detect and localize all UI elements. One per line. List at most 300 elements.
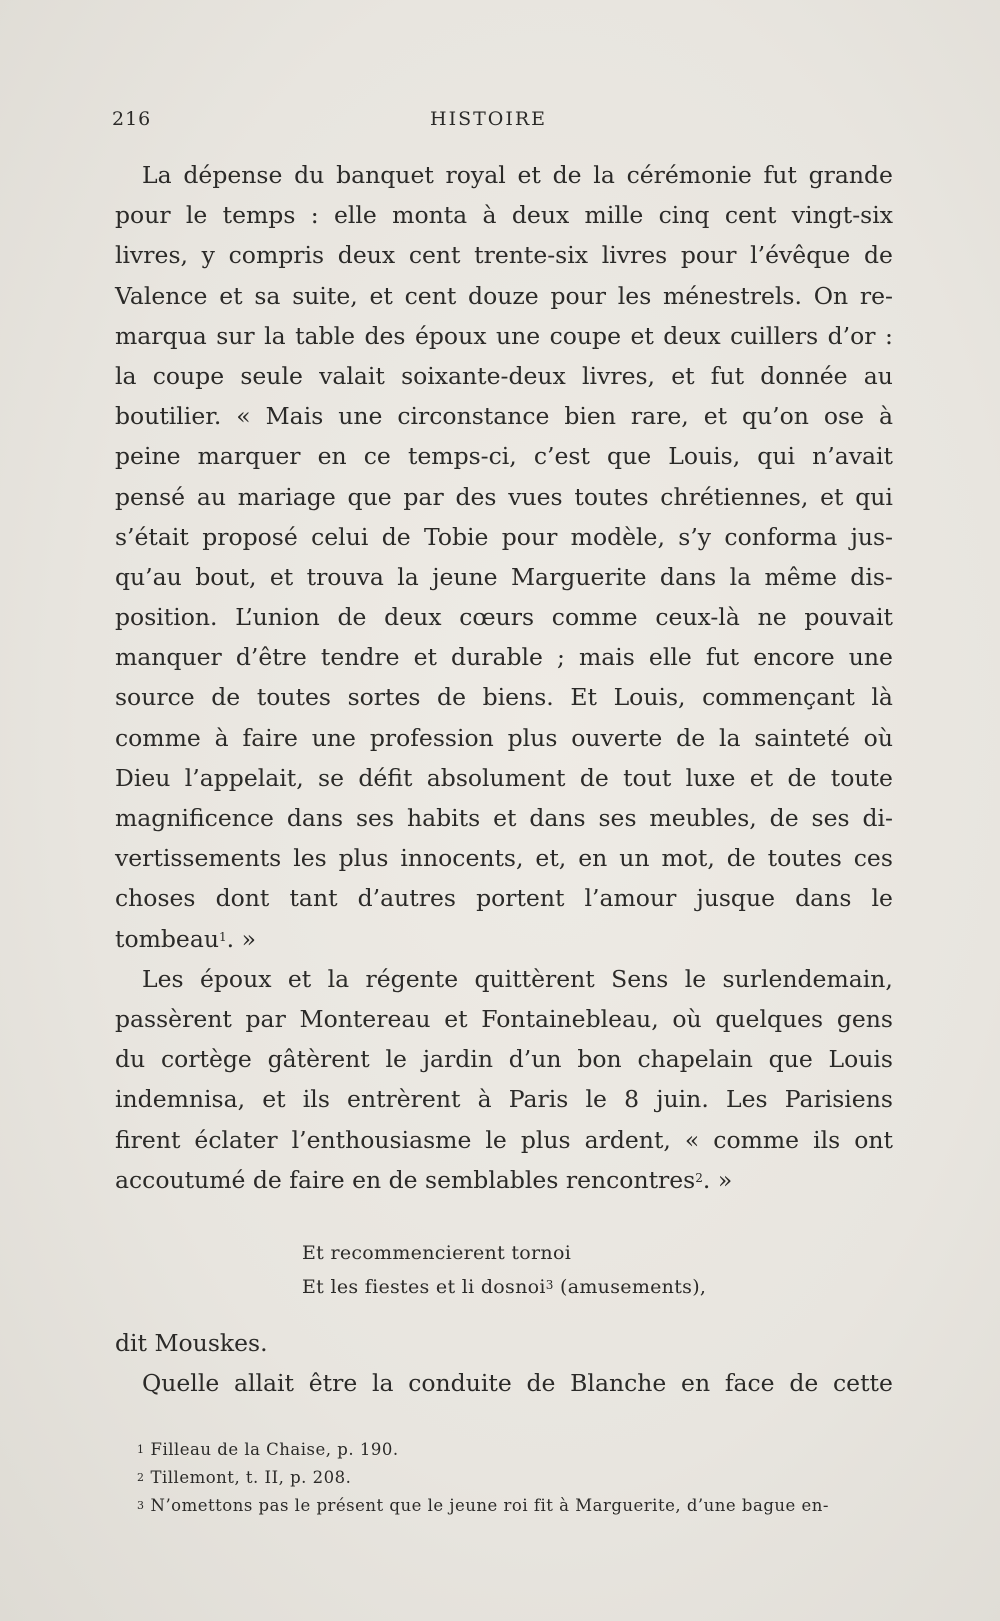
word: de (864, 241, 893, 270)
word: vertissements (115, 844, 282, 873)
text-after-verse (115, 1323, 893, 1403)
word: éclater (194, 1125, 278, 1154)
word: La (142, 161, 172, 189)
word: le (684, 964, 707, 993)
word: des (455, 482, 497, 511)
word: meubles, (649, 804, 757, 832)
word: qu’au (115, 562, 182, 591)
word: comme (115, 723, 201, 752)
word: soixante-deux (401, 361, 566, 390)
word: de (787, 763, 817, 792)
paragraph-1-last-line (115, 919, 893, 959)
footnote (137, 1464, 829, 1492)
word: surlendemain, (722, 964, 893, 993)
word: Les (725, 1085, 768, 1114)
word: de (437, 683, 466, 712)
word: régente (365, 964, 459, 993)
word: à (878, 402, 893, 431)
word: profession (369, 723, 494, 752)
word: Les (142, 964, 184, 993)
word: circonstance (397, 402, 550, 431)
word: être (308, 1369, 358, 1398)
word: passèrent (115, 1004, 232, 1033)
word: la (371, 1369, 394, 1398)
word: monta (392, 201, 468, 230)
word: ses (598, 804, 637, 832)
footnote-text: Tillemont, t. II, p. 208. (150, 1468, 352, 1487)
word: quelques (715, 1004, 824, 1033)
word: la (264, 321, 286, 350)
text-fragment: . » (702, 1165, 733, 1194)
word: temps (222, 201, 296, 230)
word: commençant (702, 683, 855, 712)
word: et, (535, 844, 567, 873)
word: elle (648, 643, 692, 672)
word: Marguerite (511, 562, 647, 591)
word: livres, (582, 361, 656, 390)
word: toutes (574, 482, 649, 511)
word: modèle, (570, 522, 665, 551)
word: que (768, 1045, 813, 1074)
word: absolument (426, 763, 566, 792)
word: dans (529, 804, 586, 832)
verse-quote (302, 1236, 706, 1304)
word: les (293, 844, 327, 873)
word: sa (254, 281, 281, 310)
word: table (295, 321, 356, 350)
word: biens. (482, 683, 554, 712)
word: se (318, 763, 345, 792)
word: la (729, 562, 752, 591)
word: mariage (237, 482, 336, 511)
word: vues (508, 482, 563, 511)
text-fragment: (amusements), (553, 1276, 707, 1298)
word: que (347, 482, 392, 511)
word: cinq (658, 201, 710, 230)
verse-line (302, 1270, 706, 1304)
word: la (718, 723, 741, 752)
word: une (311, 723, 356, 752)
word: ce (363, 442, 391, 471)
word: de (579, 763, 609, 792)
word: ils (302, 1085, 330, 1114)
word: ces (853, 844, 893, 873)
word: et (369, 281, 393, 310)
word: s’y (678, 522, 712, 551)
word: et (820, 482, 844, 511)
word: ses (356, 804, 395, 832)
page-header (112, 108, 892, 138)
word: fut (763, 161, 797, 189)
word: luxe (685, 763, 736, 792)
word: pensé (115, 482, 186, 511)
word: manquer (115, 643, 222, 672)
word: fut (705, 643, 740, 672)
paragraph-2 (115, 959, 893, 1160)
word: tendre (320, 643, 400, 672)
word: celui (311, 522, 369, 551)
footnote-ref: 3 (545, 1278, 554, 1292)
word: la (593, 161, 615, 189)
word: Tobie (423, 522, 489, 551)
word: pour (501, 522, 558, 551)
word: peine (115, 442, 181, 471)
word: mais (578, 643, 635, 672)
word: re- (859, 281, 893, 310)
word: plus (520, 1125, 571, 1154)
word: Valence (115, 281, 208, 310)
word: bout, (195, 562, 257, 591)
word: douze (468, 281, 539, 310)
word: de (211, 683, 241, 712)
word: : (885, 321, 893, 350)
word: deux (337, 241, 396, 270)
word: là (871, 683, 893, 712)
text-fragment: . » (226, 924, 256, 953)
word: toutes (767, 844, 842, 873)
word: qui (855, 482, 893, 511)
word: par (245, 1004, 286, 1033)
word: marquer (197, 442, 301, 471)
word: d’un (508, 1045, 562, 1074)
word: à (214, 723, 229, 752)
word: bien (564, 402, 616, 431)
text-line (115, 999, 893, 1039)
word: durable (451, 643, 543, 672)
word: Mais (265, 402, 324, 431)
word: de (789, 1369, 819, 1398)
word: une (848, 643, 893, 672)
word: source (115, 683, 195, 712)
word: que (607, 442, 652, 471)
footnote (137, 1492, 829, 1520)
word: une (495, 321, 541, 350)
word: encore (753, 643, 835, 672)
word: d’être (235, 643, 307, 672)
word: cœurs (459, 603, 535, 632)
word: gâtèrent (267, 1045, 370, 1074)
paragraph-2-last-line (115, 1160, 893, 1200)
word: valait (319, 361, 385, 390)
text-fragment: Et les fiestes et li dosnoi (302, 1276, 546, 1298)
word: à (477, 1085, 492, 1114)
word: d’autres (357, 884, 456, 913)
word: face (724, 1369, 775, 1398)
text-line (115, 758, 893, 798)
word: Dieu (115, 763, 171, 792)
word: magnificence (115, 804, 274, 832)
word: ardent, (584, 1125, 671, 1154)
word: où (863, 723, 893, 752)
text-line (115, 235, 893, 275)
word: la (327, 964, 350, 993)
word: ose (823, 402, 864, 431)
text-line (115, 878, 893, 918)
word: donnée (760, 361, 848, 390)
word: qui (757, 442, 795, 471)
word: toutes (256, 683, 331, 712)
word: sainteté (754, 723, 850, 752)
word: les (617, 281, 652, 310)
word: jusque (696, 884, 776, 913)
text-line (115, 959, 893, 999)
word: et (703, 402, 728, 431)
word: firent (115, 1125, 181, 1154)
word: en (681, 1369, 711, 1398)
word: fut (710, 361, 745, 390)
verse-line: Et recommencierent tornoi (302, 1242, 572, 1264)
word: de (676, 723, 706, 752)
word: un (619, 844, 650, 873)
word: Quelle (142, 1369, 220, 1398)
text-line (115, 316, 893, 356)
word: d’or (827, 321, 876, 350)
text-line (115, 557, 893, 597)
word: n’avait (812, 442, 893, 471)
text-line (115, 677, 893, 717)
word: du (115, 1045, 146, 1074)
word: pour (550, 281, 606, 310)
word: : (310, 201, 319, 230)
word: ceux-là (655, 603, 740, 632)
word: en (317, 442, 347, 471)
word: l’enthousiasme (291, 1125, 472, 1154)
word: coupe (549, 321, 621, 350)
word: de (526, 1369, 556, 1398)
word: gens (836, 1004, 893, 1033)
word: dans (795, 884, 852, 913)
word: mille (584, 201, 644, 230)
word: et (671, 361, 695, 390)
word: tant (289, 884, 338, 913)
word: dis- (850, 562, 893, 591)
footnote-text: N’omettons pas le présent que le jeune roi fit à Marguerite, d’une bague en- (150, 1496, 829, 1515)
word: Paris (508, 1085, 569, 1114)
word: le (185, 201, 208, 230)
word: de (381, 522, 411, 551)
word: L’union (235, 603, 320, 632)
word: en (578, 844, 608, 873)
word: cuillers (730, 321, 819, 350)
word: deux (511, 201, 570, 230)
word: la (115, 361, 137, 390)
word: et (630, 321, 654, 350)
word: le (585, 1085, 607, 1114)
footnotes (137, 1436, 829, 1520)
word: sur (216, 321, 255, 350)
text-line (115, 838, 893, 878)
word: comme (551, 603, 638, 632)
paragraph-1 (115, 155, 893, 919)
text-line (115, 356, 893, 396)
word: temps-ci, (407, 442, 517, 471)
text-line (115, 436, 893, 476)
text-line (115, 155, 893, 195)
text-line (115, 477, 893, 517)
text-line (115, 637, 893, 677)
word: chapelain (637, 1045, 753, 1074)
text-line (115, 276, 893, 316)
word: proposé (202, 522, 298, 551)
word: de (337, 603, 367, 632)
text-line (115, 798, 893, 838)
word: deux (663, 321, 721, 350)
text-line (115, 195, 893, 235)
word: où (672, 1004, 702, 1033)
text-line (115, 1079, 893, 1119)
word: défit (358, 763, 413, 792)
word: pouvait (804, 603, 893, 632)
word: et (262, 1085, 286, 1114)
word: et (493, 804, 517, 832)
word: et (287, 964, 312, 993)
word: plus (507, 723, 558, 752)
word: allait (233, 1369, 294, 1398)
word: époux (199, 964, 272, 993)
word: bon (577, 1045, 622, 1074)
word: cent (724, 201, 777, 230)
word: tout (623, 763, 672, 792)
word: « (684, 1125, 700, 1154)
word: Et (570, 683, 597, 712)
footnote-ref: 2 (695, 1170, 703, 1185)
text-line (115, 718, 893, 758)
word: conforma (724, 522, 838, 551)
word: dépense (183, 161, 283, 189)
word: de (552, 161, 582, 189)
word: Louis (828, 1045, 893, 1074)
word: pour (115, 201, 171, 230)
word: Fontainebleau, (481, 1004, 659, 1033)
word: une (338, 402, 383, 431)
word: et (219, 281, 243, 310)
word: cortège (160, 1045, 252, 1074)
word: jardin (422, 1045, 493, 1074)
word: qu’on (742, 402, 809, 431)
word: dans (659, 562, 717, 591)
word: elle (333, 201, 377, 230)
word: époux (414, 321, 487, 350)
word: Louis, (613, 683, 686, 712)
word: plus (338, 844, 389, 873)
word: et (269, 562, 294, 591)
text-line (115, 1120, 893, 1160)
word: Montereau (299, 1004, 431, 1033)
word: pour (680, 241, 737, 270)
main-text (115, 155, 893, 1200)
word: des (364, 321, 406, 350)
footnote-number: 1 (137, 1443, 145, 1456)
text-fragment: tombeau (115, 924, 219, 953)
word: de (769, 804, 799, 832)
word: « (236, 402, 251, 431)
word: Blanche (570, 1369, 667, 1398)
word: ménestrels. (663, 281, 802, 310)
word: l’appelait, (184, 763, 304, 792)
word: même (764, 562, 837, 591)
word: jus- (850, 522, 893, 551)
word: royal (445, 161, 506, 189)
word: chrétiennes, (660, 482, 809, 511)
word: au (863, 361, 893, 390)
word: de (726, 844, 756, 873)
word: habits (406, 804, 481, 832)
text-line (115, 396, 893, 436)
word: le (485, 1125, 507, 1154)
word: juin. (656, 1085, 709, 1114)
word: dans (286, 804, 344, 832)
word: Parisiens (784, 1085, 893, 1114)
word: quittèrent (474, 964, 595, 993)
word: jeune (432, 562, 498, 591)
word: comme (713, 1125, 800, 1154)
word: 8 (624, 1085, 640, 1114)
word: rare, (630, 402, 689, 431)
word: y (201, 241, 215, 270)
word: trente-six (474, 241, 588, 270)
word: seule (240, 361, 303, 390)
word: ; (557, 643, 565, 672)
word: banquet (336, 161, 434, 189)
word: grande (808, 161, 893, 189)
word: ont (854, 1125, 893, 1154)
footnote-text: Filleau de la Chaise, p. 190. (150, 1440, 399, 1459)
word: livres (601, 241, 668, 270)
word: l’évêque (750, 241, 851, 270)
word: compris (228, 241, 325, 270)
word: l’amour (584, 884, 677, 913)
word: à (482, 201, 497, 230)
footnote-number: 3 (137, 1499, 145, 1512)
word: et (444, 1004, 468, 1033)
text-line (115, 1039, 893, 1079)
word: s’était (115, 522, 189, 551)
word: innocents, (400, 844, 524, 873)
word: ne (757, 603, 787, 632)
word: vingt-six (791, 201, 893, 230)
footnote-number: 2 (137, 1471, 145, 1484)
text-line: dit Mouskes. (115, 1329, 268, 1357)
word: On (813, 281, 849, 310)
word: trouva (306, 562, 384, 591)
word: et (749, 763, 774, 792)
word: suite, (292, 281, 358, 310)
text-line (115, 517, 893, 557)
word: di- (862, 804, 893, 832)
word: par (403, 482, 444, 511)
word: du (294, 161, 325, 189)
word: la (397, 562, 419, 591)
word: dont (215, 884, 270, 913)
page-number: 216 (112, 108, 152, 130)
word: le (871, 884, 893, 913)
footnote-ref: 1 (218, 929, 227, 944)
word: mot, (661, 844, 715, 873)
word: et (413, 643, 437, 672)
word: toute (830, 763, 893, 792)
word: cette (833, 1369, 893, 1398)
word: c’est (533, 442, 590, 471)
word: Sens (611, 964, 669, 993)
word: coupe (152, 361, 225, 390)
word: conduite (408, 1369, 512, 1398)
word: boutilier. (115, 402, 222, 431)
word: faire (242, 723, 298, 752)
word: au (196, 482, 226, 511)
word: le (385, 1045, 407, 1074)
word: cent (408, 241, 461, 270)
word: sortes (347, 683, 421, 712)
